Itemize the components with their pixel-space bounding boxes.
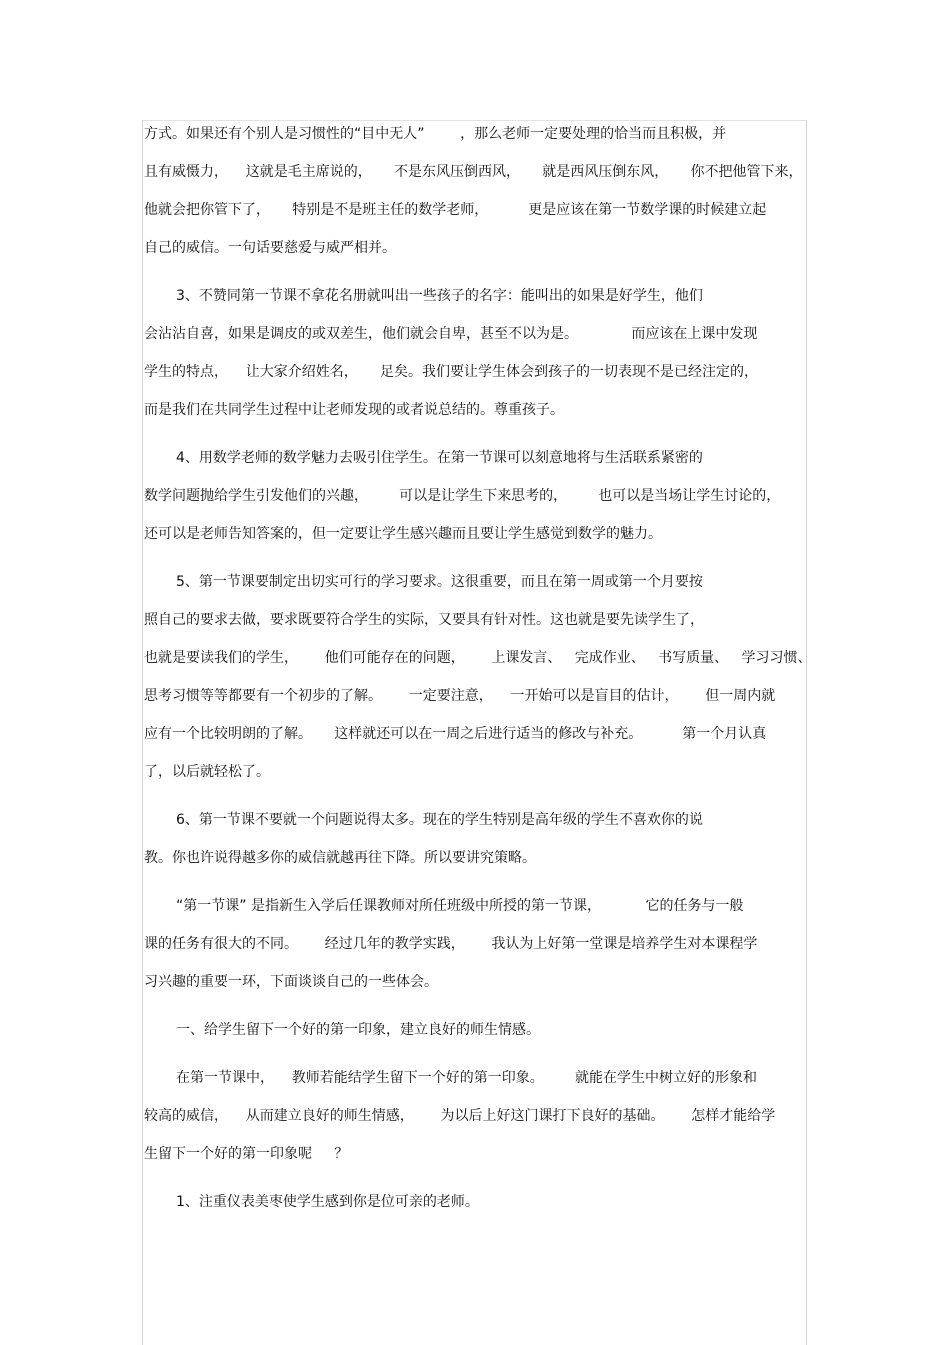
text-line: 会沾沾自喜，如果是调皮的或双差生，他们就会自卑，甚至不以为是。 而应该在上课中发现 [144, 326, 758, 342]
section-heading: 一、给学生留下一个好的第一印象，建立良好的师生情感。 [176, 1022, 540, 1038]
text-line: 且有威慑力， 这就是毛主席说的， 不是东风压倒西风， 就是西风压倒东风， 你不把他管下来， [144, 164, 803, 180]
text-line: 了，以后就轻松了。 [144, 764, 270, 780]
text-line: 生留下一个好的第一印象呢 ？ [144, 1146, 349, 1162]
paragraph-start: 6、第一节课不要就一个问题说得太多。现在的学生特别是高年级的学生不喜欢你的说 [176, 812, 703, 828]
paragraph-start: 4、用数学老师的数学魅力去吸引住学生。在第一节课可以刻意地将与生活联系紧密的 [176, 450, 703, 466]
text-line: 习兴趣的重要一环，下面谈谈自己的一些体会。 [144, 974, 438, 990]
text-line: 课的任务有很大的不同。 经过几年的教学实践， 我认为上好第一堂课是培养学生对本课程学 [144, 936, 758, 952]
text-line: 方式。如果还有个别人是习惯性的“目中无人” ，那么老师一定要处理的恰当而且积极，并 [144, 126, 727, 142]
text-line: 还可以是老师告知答案的，但一定要让学生感兴趣而且要让学生感觉到数学的魅力。 [144, 526, 662, 542]
paragraph-start: 5、第一节课要制定出切实可行的学习要求。这很重要，而且在第一周或第一个月要按 [176, 574, 703, 590]
paragraph-start: “第一节课” 是指新生入学后任课教师对所任班级中所授的第一节课， 它的任务与一般 [176, 898, 744, 914]
text-line: 教。你也许说得越多你的威信就越再往下降。所以要讲究策略。 [144, 850, 536, 866]
text-line: 较高的威信， 从而建立良好的师生情感， 为以后上好这门课打下良好的基础。 怎样才能给学 [144, 1108, 776, 1124]
paragraph-start: 1、注重仪表美枣使学生感到你是位可亲的老师。 [176, 1194, 479, 1210]
text-line: 而是我们在共同学生过程中让老师发现的或者说总结的。尊重孩子。 [144, 402, 564, 418]
text-line: 照自己的要求去做，要求既要符合学生的实际，又要具有针对性。这也就是要先读学生了， [144, 612, 704, 628]
text-line: 应有一个比较明朗的了解。 这样就还可以在一周之后进行适当的修改与补充。 第一个月认真 [144, 726, 767, 742]
text-line: 自己的威信。一句话要慈爱与威严相并。 [144, 240, 396, 256]
text-line: 他就会把你管下了， 特别是不是班主任的数学老师， 更是应该在第一节数学课的时候建立起 [144, 202, 767, 218]
text-line: 数学问题抛给学生引发他们的兴趣， 可以是让学生下来思考的， 也可以是当场让学生讨论的， [144, 488, 781, 504]
paragraph-start: 3、不赞同第一节课不拿花名册就叫出一些孩子的名字：能叫出的如果是好学生，他们 [176, 288, 703, 304]
paragraph-start: 在第一节课中， 教师若能结学生留下一个好的第一印象。 就能在学生中树立好的形象和 [176, 1070, 757, 1086]
text-line: 思考习惯等等都要有一个初步的了解。 一定要注意， 一开始可以是盲目的估计， 但一周内就 [144, 688, 776, 704]
text-line: 学生的特点， 让大家介绍姓名， 足矣。我们要让学生体会到孩子的一切表现不是已经注定的， [144, 364, 759, 380]
text-line: 也就是要读我们的学生， 他们可能存在的问题， 上课发言、 完成作业、 书写质量、 学习习惯、 [144, 650, 812, 666]
